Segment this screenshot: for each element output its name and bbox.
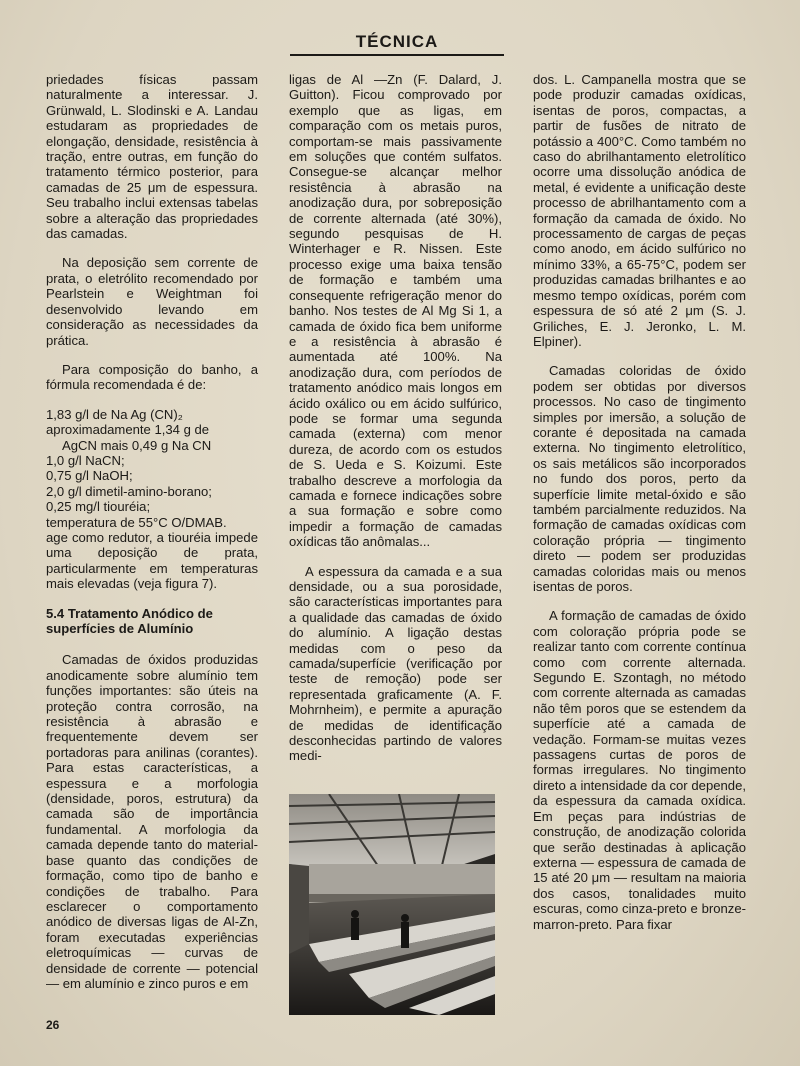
paragraph: A espessura da camada e a sua densidade, ou a sua porosidade, são características importantes para a qualidade das camadas de óxido do alumínio. A ligação destas medidas com o peso da camada/superfície (verificação por teste de remoção) pode ser representada graficamente (A. F. Mohrnheim), e permite a apuração de medidas de identificação desconhecidas partindo de valores medi- (289, 563, 502, 764)
formula-continuation: age como redutor, a tiouréia impede uma deposição de prata, particularmente em temperaturas mais elevadas (veja figura 7). (46, 529, 258, 592)
formula-line: 0,75 g/l NaOH; (46, 468, 133, 484)
formula-line: aproximadamente 1,34 g de (46, 422, 210, 438)
text-column-3 (533, 72, 746, 946)
formula-line: 1,0 g/l NaCN; (46, 452, 125, 468)
header-rule (290, 54, 504, 56)
paragraph: Camadas coloridas de óxido podem ser obtidas por diversos processos. No caso de tingimento simples por imersão, a solução de corante é depositada na camada externa. No tingimento eletrolítico, os sais metálicos são incorporados no fundo dos poros, perto da superfície limite metal-óxido e são também parcialmente reduzidos. Na formação de camadas oxídicas com coloração própria — tingimento direto — podem ser produzidas camadas coloridas mais ou menos isentas de poros. (533, 363, 746, 594)
bath-formula (46, 407, 258, 592)
paragraph: priedades físicas passam naturalmente a interessar. J. Grünwald, L. Slodinski e A. Landau estudaram as propriedades de elongação, densidade, resistência à tração, entre outras, em função do tratamento térmico posterior, para camadas de 25 μm de espessura. Seu trabalho inclui extensas tabelas sobre a alteração das propriedades das camadas. (46, 72, 258, 242)
paragraph: dos. L. Campanella mostra que se pode produzir camadas oxídicas, isentas de poros, compactas, a partir de fusões de nitrato de potássio a 400°C. Como também no caso do abrilhantamento eletrolítico ocorre uma dissolução anódica de metal, é evidente a unificação deste processo de abrilhantamento com a formação da camada de óxido. No processamento de cargas de peças como anodo, em ácido sulfúrico no mínimo 33%, a 65-75°C, podem ser produzidas camadas brilhantes e ao mesmo tempo oxídicas, porém com espessura de só até 2 μm (S. J. Griliches, E. J. Jeronko, L. M. Elpiner). (533, 72, 746, 349)
page-number: 26 (46, 1018, 60, 1032)
text-column-1 (46, 72, 258, 1005)
formula-line: 2,0 g/l dimetil-amino-borano; (46, 483, 212, 499)
paragraph: Para composição do banho, a fórmula recomendada é de: (46, 361, 258, 393)
subsection-title: 5.4 Tratamento Anódico de superfícies de Alumínio (46, 605, 213, 636)
section-header (290, 30, 504, 58)
formula-line: 1,83 g/l de Na Ag (CN)₂ (46, 406, 183, 422)
paragraph: ligas de Al —Zn (F. Dalard, J. Guitton). Ficou comprovado por exemplo que as ligas, em comparação com os metais puros, comportam-se mais passivamente em soluções que contém sulfatos. Consegue-se alcançar melhor resistência à abrasão na anodização dura, por sobreposição de corrente alternada (até 30%), segundo pesquisas de H. Winterhager e R. Nissen. Este processo exige uma baixa tensão de formação e também uma consequente refrigeração menor do banho. Nos testes de Al Mg Si 1, a camada de óxido fica bem uniforme e a resistência à abrasão é aumentada até 100%. Na anodização dura, com períodos de tratamento anódico mais longos em ácido oxálico ou em ácido sulfúrico, pode se formar uma segunda camada (externa) com menor dureza, de acordo com os estudos de S. Ueda e S. Koizumi. Este trabalho descreve a morfologia da camada e fornece indicações sobre a sua formação e sobre como impedir a formação de camadas oxídicas tão anômalas... (289, 72, 502, 550)
formula-line: temperatura de 55°C O/DMAB. (46, 514, 227, 530)
text-column-2 (289, 72, 502, 778)
anodizing-plant-image (289, 794, 495, 1015)
formula-line: AgCN mais 0,49 g Na CN (62, 437, 212, 453)
section-title: TÉCNICA (355, 32, 439, 51)
paragraph: Camadas de óxidos produzidas anodicamente sobre alumínio tem funções importantes: são úteis na proteção contra corrosão, na resistência à abrasão e frequentemente devem ser portadoras para anilinas (corantes). Para estas características, a espessura e a morfologia (densidade, poros, estrutura) da camada são de importância fundamental. A morfologia da camada depende tanto do material-base quanto das condições de formação, como tipo de banho e condições de trabalho. Para esclarecer o comportamento anódico de diversas ligas de Al-Zn, foram executadas experiências eletroquímicas — curvas de densidade de corrente — potencial — em alumínio e zinco puros e em (46, 652, 258, 991)
factory-photo (289, 794, 495, 1015)
paragraph: Na deposição sem corrente de prata, o eletrólito recomendado por Pearlstein e Weightman foi desenvolvido levando em consideração as necessidades da prática. (46, 255, 258, 348)
paragraph: A formação de camadas de óxido com coloração própria pode se realizar tanto com corrente contínua como com corrente alternada. Segundo E. Szontagh, no método com corrente alternada as camadas não têm poros que se estendem da superfície até a camada de vedação. Formam-se muitas vezes passagens curtas de poros de formas irregulares. No tingimento direto a intensidade da cor depende, da espessura da camada oxídica. Em peças para indústrias de construção, de anodização colorida que serão destinadas à aplicação externa — espessura de camada de 15 até 20 μm — resultam na maioria dos casos, tonalidades muito escuras, como cinza-preto e bronze-marron-preto. Para fixar (533, 608, 746, 932)
formula-line: 0,25 mg/l tiouréia; (46, 499, 151, 515)
